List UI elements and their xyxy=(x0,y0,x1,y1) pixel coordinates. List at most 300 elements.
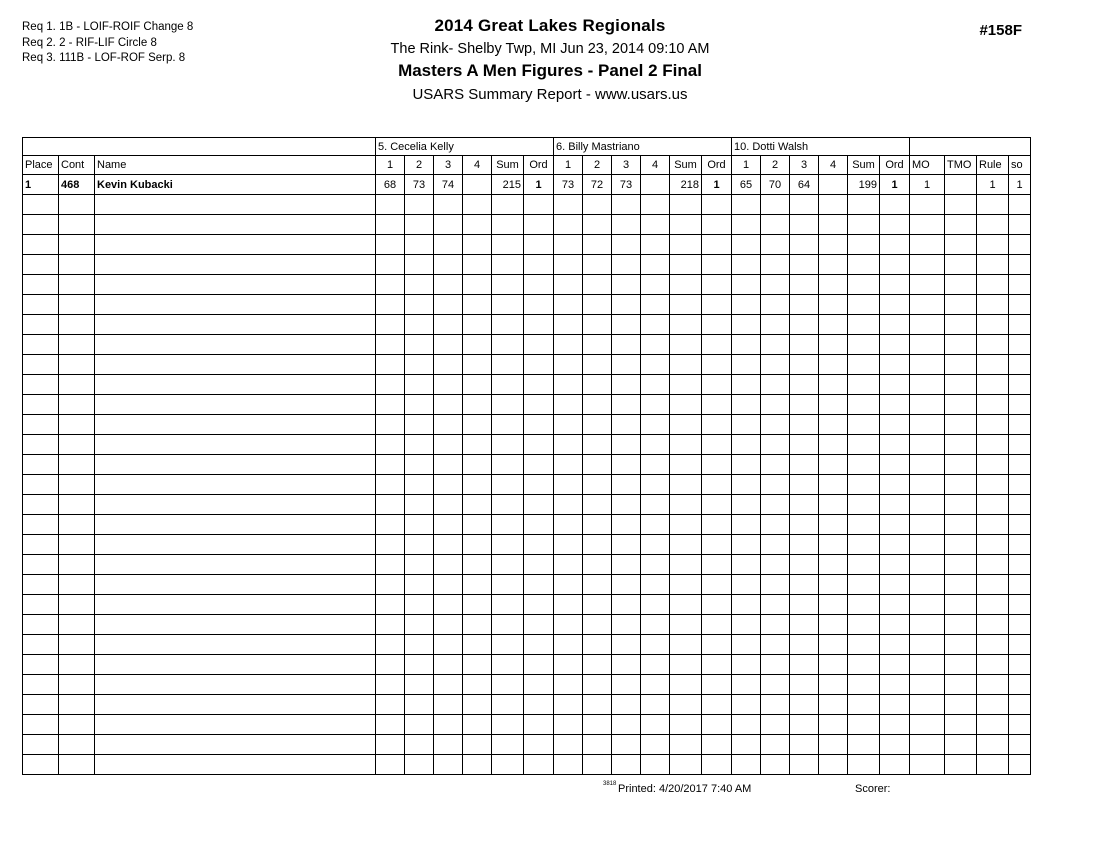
cell-judge2-score3: 73 xyxy=(612,175,641,195)
competitor-row xyxy=(23,175,1031,195)
empty-cell xyxy=(434,715,463,735)
empty-cell xyxy=(405,355,434,375)
empty-cell xyxy=(59,435,95,455)
empty-cell xyxy=(732,435,761,455)
empty-cell xyxy=(59,595,95,615)
empty-cell xyxy=(612,535,641,555)
empty-cell xyxy=(945,555,977,575)
empty-cell xyxy=(23,275,59,295)
empty-cell xyxy=(95,455,376,475)
empty-cell xyxy=(790,555,819,575)
empty-cell xyxy=(702,495,732,515)
empty-cell xyxy=(732,475,761,495)
cell-judge3-score3: 64 xyxy=(790,175,819,195)
empty-cell xyxy=(405,715,434,735)
empty-cell xyxy=(848,695,880,715)
empty-cell xyxy=(492,755,524,775)
empty-cell xyxy=(23,715,59,735)
empty-cell xyxy=(554,255,583,275)
empty-cell xyxy=(848,555,880,575)
empty-cell xyxy=(819,275,848,295)
empty-cell xyxy=(945,695,977,715)
empty-cell xyxy=(434,235,463,255)
empty-cell xyxy=(376,515,405,535)
empty-cell xyxy=(59,675,95,695)
cell-judge2-score4 xyxy=(641,175,670,195)
empty-cell xyxy=(641,215,670,235)
empty-cell xyxy=(463,415,492,435)
judge-row-right-gap xyxy=(910,138,1031,156)
empty-cell xyxy=(880,515,910,535)
empty-cell xyxy=(641,575,670,595)
empty-cell xyxy=(670,575,702,595)
empty-cell xyxy=(492,595,524,615)
empty-cell xyxy=(23,195,59,215)
empty-cell xyxy=(405,735,434,755)
empty-cell xyxy=(761,555,790,575)
empty-cell xyxy=(790,735,819,755)
empty-cell xyxy=(524,355,554,375)
empty-cell xyxy=(376,235,405,255)
footer-scorer: Scorer: xyxy=(855,783,891,795)
empty-cell xyxy=(910,535,945,555)
empty-row xyxy=(23,715,1031,735)
cell-judge1-score4 xyxy=(463,175,492,195)
empty-cell xyxy=(670,235,702,255)
empty-cell xyxy=(405,595,434,615)
empty-cell xyxy=(612,275,641,295)
empty-cell xyxy=(23,615,59,635)
empty-cell xyxy=(376,615,405,635)
empty-cell xyxy=(945,595,977,615)
empty-cell xyxy=(670,535,702,555)
empty-cell xyxy=(376,355,405,375)
empty-cell xyxy=(761,335,790,355)
empty-cell xyxy=(910,655,945,675)
empty-cell xyxy=(434,395,463,415)
empty-cell xyxy=(848,315,880,335)
empty-cell xyxy=(945,215,977,235)
empty-cell xyxy=(732,395,761,415)
empty-cell xyxy=(612,415,641,435)
empty-cell xyxy=(492,215,524,235)
empty-cell xyxy=(492,335,524,355)
empty-cell xyxy=(670,375,702,395)
empty-cell xyxy=(977,595,1009,615)
empty-cell xyxy=(880,355,910,375)
empty-row xyxy=(23,255,1031,275)
empty-cell xyxy=(23,235,59,255)
empty-cell xyxy=(524,395,554,415)
empty-cell xyxy=(702,675,732,695)
empty-cell xyxy=(405,695,434,715)
empty-cell xyxy=(23,395,59,415)
empty-cell xyxy=(463,675,492,695)
empty-cell xyxy=(59,455,95,475)
empty-cell xyxy=(977,675,1009,695)
empty-cell xyxy=(524,615,554,635)
empty-cell xyxy=(702,295,732,315)
empty-cell xyxy=(790,595,819,615)
empty-cell xyxy=(848,755,880,775)
empty-cell xyxy=(434,675,463,695)
empty-cell xyxy=(1009,295,1031,315)
empty-cell xyxy=(761,755,790,775)
empty-cell xyxy=(790,515,819,535)
empty-cell xyxy=(524,635,554,655)
empty-cell xyxy=(848,375,880,395)
empty-cell xyxy=(524,695,554,715)
cell-rule: 1 xyxy=(977,175,1009,195)
empty-cell xyxy=(848,575,880,595)
empty-cell xyxy=(463,535,492,555)
empty-cell xyxy=(583,615,612,635)
empty-cell xyxy=(910,715,945,735)
empty-cell xyxy=(641,655,670,675)
empty-cell xyxy=(583,715,612,735)
empty-cell xyxy=(848,415,880,435)
empty-cell xyxy=(463,295,492,315)
empty-cell xyxy=(376,475,405,495)
empty-cell xyxy=(492,275,524,295)
empty-cell xyxy=(612,635,641,655)
empty-cell xyxy=(95,335,376,355)
empty-cell xyxy=(554,235,583,255)
empty-cell xyxy=(702,455,732,475)
empty-cell xyxy=(910,315,945,335)
empty-cell xyxy=(376,395,405,415)
empty-cell xyxy=(977,415,1009,435)
empty-cell xyxy=(880,595,910,615)
empty-cell xyxy=(434,595,463,615)
empty-row xyxy=(23,535,1031,555)
empty-cell xyxy=(732,555,761,575)
empty-cell xyxy=(702,395,732,415)
empty-cell xyxy=(583,735,612,755)
empty-cell xyxy=(59,735,95,755)
empty-cell xyxy=(405,635,434,655)
empty-cell xyxy=(463,195,492,215)
empty-cell xyxy=(612,755,641,775)
empty-cell xyxy=(848,235,880,255)
empty-cell xyxy=(790,295,819,315)
empty-row xyxy=(23,615,1031,635)
empty-cell xyxy=(554,415,583,435)
empty-cell xyxy=(554,335,583,355)
empty-row xyxy=(23,235,1031,255)
empty-cell xyxy=(524,375,554,395)
empty-cell xyxy=(819,655,848,675)
empty-cell xyxy=(554,635,583,655)
empty-cell xyxy=(405,335,434,355)
empty-cell xyxy=(376,675,405,695)
empty-cell xyxy=(554,695,583,715)
empty-cell xyxy=(492,675,524,695)
empty-cell xyxy=(95,275,376,295)
empty-row xyxy=(23,495,1031,515)
empty-cell xyxy=(376,295,405,315)
empty-cell xyxy=(583,675,612,695)
empty-cell xyxy=(583,375,612,395)
empty-cell xyxy=(761,575,790,595)
empty-cell xyxy=(612,215,641,235)
empty-cell xyxy=(492,435,524,455)
empty-cell xyxy=(848,435,880,455)
empty-cell xyxy=(583,395,612,415)
empty-cell xyxy=(1009,495,1031,515)
empty-cell xyxy=(880,195,910,215)
empty-cell xyxy=(848,535,880,555)
empty-cell xyxy=(945,515,977,535)
empty-cell xyxy=(463,555,492,575)
empty-cell xyxy=(23,655,59,675)
cell-judge1-score2: 73 xyxy=(405,175,434,195)
empty-row xyxy=(23,355,1031,375)
empty-cell xyxy=(910,455,945,475)
empty-cell xyxy=(1009,235,1031,255)
empty-cell xyxy=(761,295,790,315)
empty-cell xyxy=(641,675,670,695)
empty-cell xyxy=(524,255,554,275)
empty-cell xyxy=(702,235,732,255)
empty-cell xyxy=(376,435,405,455)
empty-cell xyxy=(376,415,405,435)
empty-cell xyxy=(732,675,761,695)
empty-cell xyxy=(583,415,612,435)
empty-cell xyxy=(554,715,583,735)
cell-name: Kevin Kubacki xyxy=(95,175,376,195)
empty-cell xyxy=(492,515,524,535)
empty-cell xyxy=(405,535,434,555)
header-judge1-sum: Sum xyxy=(492,156,524,175)
empty-cell xyxy=(524,675,554,695)
empty-cell xyxy=(463,475,492,495)
empty-cell xyxy=(95,315,376,335)
empty-cell xyxy=(59,395,95,415)
empty-cell xyxy=(819,255,848,275)
empty-cell xyxy=(612,295,641,315)
empty-cell xyxy=(790,695,819,715)
empty-cell xyxy=(910,235,945,255)
empty-cell xyxy=(95,615,376,635)
empty-cell xyxy=(945,715,977,735)
cell-judge2-score1: 73 xyxy=(554,175,583,195)
empty-cell xyxy=(59,375,95,395)
empty-cell xyxy=(702,575,732,595)
empty-cell xyxy=(910,695,945,715)
empty-cell xyxy=(524,455,554,475)
empty-cell xyxy=(95,195,376,215)
empty-row xyxy=(23,375,1031,395)
empty-cell xyxy=(524,195,554,215)
empty-cell xyxy=(554,215,583,235)
empty-cell xyxy=(761,315,790,335)
empty-cell xyxy=(910,515,945,535)
empty-cell xyxy=(880,535,910,555)
empty-cell xyxy=(790,395,819,415)
empty-cell xyxy=(492,415,524,435)
empty-cell xyxy=(492,475,524,495)
empty-cell xyxy=(761,435,790,455)
empty-cell xyxy=(434,335,463,355)
empty-cell xyxy=(702,615,732,635)
empty-cell xyxy=(376,655,405,675)
empty-cell xyxy=(641,755,670,775)
empty-cell xyxy=(880,315,910,335)
header-cont: Cont xyxy=(59,156,95,175)
empty-cell xyxy=(761,375,790,395)
empty-cell xyxy=(1009,515,1031,535)
empty-cell xyxy=(761,475,790,495)
empty-cell xyxy=(554,195,583,215)
empty-cell xyxy=(880,235,910,255)
header-judge1-2: 2 xyxy=(405,156,434,175)
empty-cell xyxy=(463,215,492,235)
empty-cell xyxy=(554,455,583,475)
empty-cell xyxy=(790,195,819,215)
empty-cell xyxy=(23,475,59,495)
judge-row-left-gap xyxy=(23,138,376,156)
judge-name-1: 5. Cecelia Kelly xyxy=(376,138,554,156)
empty-cell xyxy=(554,575,583,595)
empty-cell xyxy=(702,375,732,395)
cell-judge3-sum: 199 xyxy=(848,175,880,195)
empty-cell xyxy=(1009,735,1031,755)
empty-cell xyxy=(761,235,790,255)
empty-cell xyxy=(880,455,910,475)
empty-cell xyxy=(434,535,463,555)
empty-cell xyxy=(524,335,554,355)
empty-cell xyxy=(670,735,702,755)
empty-cell xyxy=(977,655,1009,675)
empty-cell xyxy=(612,695,641,715)
empty-cell xyxy=(1009,535,1031,555)
empty-cell xyxy=(434,515,463,535)
cell-judge3-score4 xyxy=(819,175,848,195)
empty-cell xyxy=(376,195,405,215)
empty-cell xyxy=(492,695,524,715)
empty-cell xyxy=(492,355,524,375)
empty-cell xyxy=(405,395,434,415)
empty-cell xyxy=(819,615,848,635)
empty-cell xyxy=(819,415,848,435)
empty-row xyxy=(23,335,1031,355)
empty-cell xyxy=(910,415,945,435)
empty-cell xyxy=(910,275,945,295)
empty-cell xyxy=(583,555,612,575)
empty-cell xyxy=(977,395,1009,415)
empty-cell xyxy=(945,495,977,515)
empty-cell xyxy=(945,355,977,375)
empty-cell xyxy=(761,675,790,695)
empty-cell xyxy=(641,315,670,335)
empty-cell xyxy=(583,475,612,495)
empty-cell xyxy=(848,655,880,675)
empty-cell xyxy=(554,275,583,295)
empty-cell xyxy=(405,655,434,675)
empty-cell xyxy=(641,535,670,555)
empty-cell xyxy=(612,595,641,615)
empty-cell xyxy=(405,615,434,635)
empty-cell xyxy=(790,355,819,375)
empty-cell xyxy=(554,475,583,495)
header-place: Place xyxy=(23,156,59,175)
requirement-1: Req 1. 1B - LOIF-ROIF Change 8 xyxy=(22,21,194,33)
empty-cell xyxy=(524,315,554,335)
empty-row xyxy=(23,195,1031,215)
empty-cell xyxy=(434,655,463,675)
empty-cell xyxy=(945,275,977,295)
empty-cell xyxy=(95,555,376,575)
empty-cell xyxy=(95,435,376,455)
empty-cell xyxy=(790,215,819,235)
empty-cell xyxy=(524,555,554,575)
empty-cell xyxy=(1009,635,1031,655)
empty-cell xyxy=(23,695,59,715)
empty-cell xyxy=(376,215,405,235)
empty-cell xyxy=(702,515,732,535)
empty-cell xyxy=(434,315,463,335)
empty-cell xyxy=(583,255,612,275)
empty-cell xyxy=(790,535,819,555)
empty-cell xyxy=(405,295,434,315)
empty-cell xyxy=(23,575,59,595)
empty-cell xyxy=(641,615,670,635)
empty-cell xyxy=(761,515,790,535)
empty-cell xyxy=(492,735,524,755)
empty-cell xyxy=(641,715,670,735)
header-judge1-4: 4 xyxy=(463,156,492,175)
empty-cell xyxy=(790,655,819,675)
empty-cell xyxy=(583,515,612,535)
empty-cell xyxy=(492,235,524,255)
empty-cell xyxy=(910,375,945,395)
empty-cell xyxy=(848,335,880,355)
empty-cell xyxy=(880,755,910,775)
footer-printed: Printed: 4/20/2017 7:40 AM xyxy=(618,783,752,795)
header-judge3-ord: Ord xyxy=(880,156,910,175)
empty-cell xyxy=(59,555,95,575)
empty-cell xyxy=(59,655,95,675)
empty-cell xyxy=(732,735,761,755)
empty-cell xyxy=(434,275,463,295)
empty-cell xyxy=(59,575,95,595)
empty-cell xyxy=(1009,615,1031,635)
empty-cell xyxy=(977,755,1009,775)
empty-cell xyxy=(819,495,848,515)
empty-cell xyxy=(880,735,910,755)
empty-cell xyxy=(23,455,59,475)
empty-cell xyxy=(670,555,702,575)
header-judge1-ord: Ord xyxy=(524,156,554,175)
empty-cell xyxy=(1009,755,1031,775)
empty-cell xyxy=(670,495,702,515)
empty-cell xyxy=(910,495,945,515)
empty-cell xyxy=(492,195,524,215)
empty-cell xyxy=(492,375,524,395)
empty-cell xyxy=(554,375,583,395)
empty-cell xyxy=(819,595,848,615)
empty-cell xyxy=(977,575,1009,595)
empty-cell xyxy=(1009,675,1031,695)
empty-cell xyxy=(434,295,463,315)
empty-cell xyxy=(670,455,702,475)
empty-cell xyxy=(848,615,880,635)
empty-cell xyxy=(95,675,376,695)
empty-cell xyxy=(670,335,702,355)
empty-cell xyxy=(670,295,702,315)
empty-row xyxy=(23,315,1031,335)
